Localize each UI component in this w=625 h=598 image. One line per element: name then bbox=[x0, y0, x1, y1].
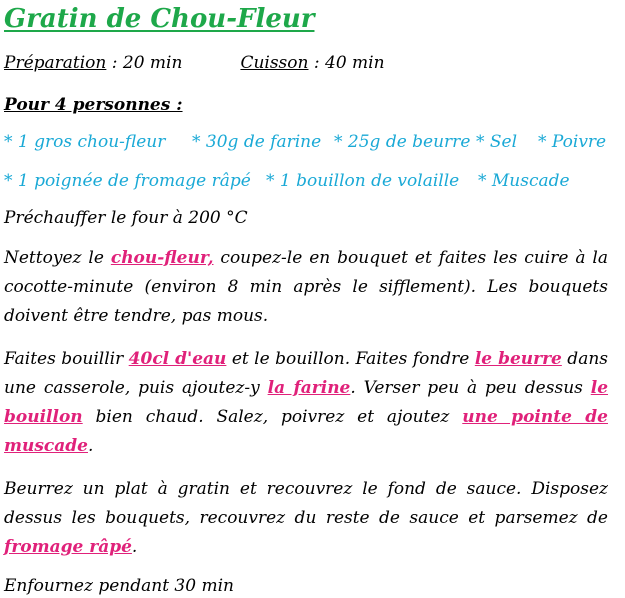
highlight-ingredient: la farine bbox=[267, 378, 351, 398]
ingredient-item: * 1 gros chou-fleur bbox=[4, 132, 166, 152]
cook-label: Cuisson bbox=[240, 53, 309, 73]
step-text: . Verser peu à peu dessus bbox=[350, 378, 591, 398]
ingredient-item: * 1 poignée de fromage râpé bbox=[4, 171, 251, 191]
cook-value: : 40 min bbox=[308, 53, 385, 73]
ingredient-item: * 30g de farine bbox=[192, 132, 322, 152]
ingredient-item: * Muscade bbox=[478, 171, 570, 191]
step-2-paragraph bbox=[4, 345, 608, 461]
ingredient-item: * 1 bouillon de volaille bbox=[266, 171, 460, 191]
recipe-title: Gratin de Chou-Fleur bbox=[4, 4, 315, 34]
preheat-instruction: Préchauffer le four à 200 °C bbox=[4, 208, 248, 228]
step-text: bien chaud. Salez, poivrez et ajoutez bbox=[82, 407, 463, 427]
ingredients-row-1 bbox=[4, 130, 608, 154]
baking-instruction: Enfournez pendant 30 min bbox=[4, 576, 234, 596]
step-text: Faites bouillir bbox=[4, 349, 129, 369]
step-text: . bbox=[88, 436, 94, 456]
prep-value: : 20 min bbox=[106, 53, 183, 73]
highlight-ingredient: une pointe de muscade bbox=[4, 407, 608, 456]
prep-label: Préparation bbox=[4, 53, 107, 73]
recipe-times bbox=[4, 52, 608, 74]
ingredient-item: * Poivre bbox=[538, 132, 607, 152]
step-text: . bbox=[131, 537, 138, 557]
servings-heading: Pour 4 personnes : bbox=[4, 95, 183, 115]
ingredients-row-2 bbox=[4, 169, 608, 193]
ingredient-item: * Sel bbox=[476, 132, 518, 152]
highlight-ingredient: 40cl d'eau bbox=[128, 349, 227, 369]
step-text: et le bouillon. Faites fondre bbox=[226, 349, 475, 369]
highlight-ingredient: le bouillon bbox=[4, 378, 609, 427]
step-1-paragraph bbox=[4, 244, 608, 331]
step-text: coupez-le en bouquet et faites les cuire à la cocotte-minute (environ 8 min après le sifflement). Les bouquets doivent être tendre, pas mous. bbox=[4, 248, 608, 326]
step-text: Nettoyez le bbox=[4, 248, 111, 268]
highlight-ingredient: fromage râpé bbox=[4, 537, 132, 557]
step-text: dans une casserole, puis ajoutez-y bbox=[4, 349, 608, 398]
highlight-ingredient: le beurre bbox=[474, 349, 562, 369]
step-text: Beurrez un plat à gratin et recouvrez le fond de sauce. Disposez dessus les bouquets, recouvrez du reste de sauce et parsemez de bbox=[4, 479, 608, 528]
recipe-document bbox=[4, 0, 608, 598]
ingredient-item: * 25g de beurre bbox=[334, 132, 471, 152]
step-3-paragraph bbox=[4, 475, 608, 562]
highlight-ingredient: chou-fleur, bbox=[110, 248, 214, 268]
